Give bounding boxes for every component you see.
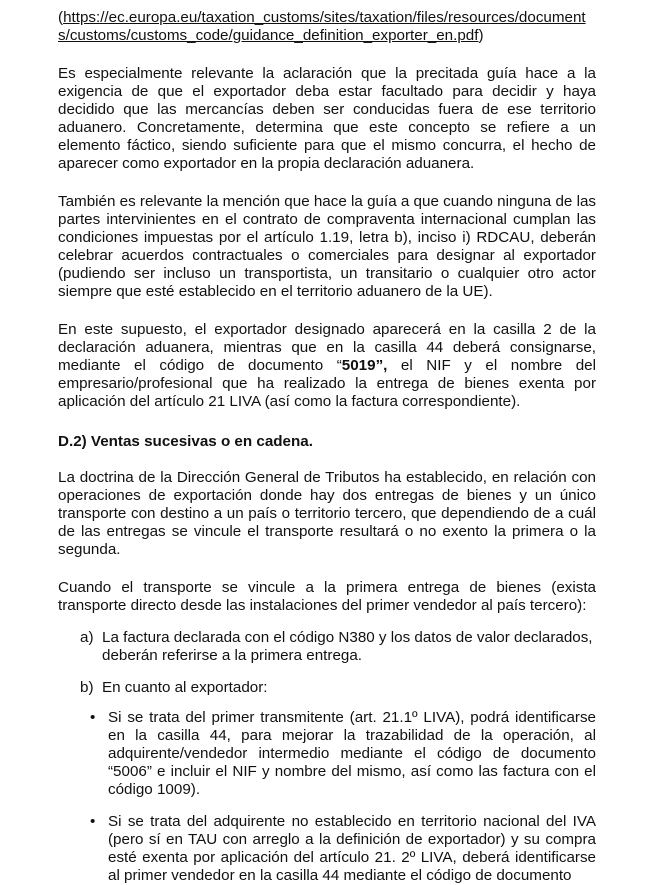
bullet-item	[58, 813, 596, 885]
bullet-item-text: Si se trata del primer transmitente (art. 21.1º LIVA), podrá identificarse en la casilla 44, para mejorar la trazabilidad de la operación, al adquirente/vendedor intermedio mediante el código de documento “5006” e incluir el NIF y nombre del mismo, así como las factura con el código 1009).	[108, 709, 596, 798]
list-item	[58, 679, 596, 697]
paragraph-designated-exporter	[58, 321, 596, 411]
list-item	[58, 629, 596, 665]
list-item-text: La factura declarada con el código N380 y los datos de valor declarados, deberán referirse a la primera entrega.	[102, 629, 593, 664]
source-link-paragraph	[58, 9, 596, 45]
paragraph-contractual-agreements: También es relevante la mención que hace la guía a que cuando ninguna de las partes intervinientes en el contrato de compraventa internacional cumplan las condiciones impuestas por el artículo 1.19, letra b), inciso i) RDCAU, deberán celebrar acuerdos contractuales o comerciales para designar al exportador (pudiendo ser incluso un transportista, un transitario o cualquier otro actor siempre que esté establecido en el territorio aduanero de la UE).	[58, 193, 596, 300]
link-open-paren: (	[58, 9, 64, 26]
bullet-item-text: Si se trata del adquirente no establecido en territorio nacional del IVA (pero sí en TAU con arreglo a la definición de exportador) y su compra esté exenta por aplicación del artículo 21. 2º LIVA, deberá identificarse al primer vendedor en la casilla 44 mediante el código de documento	[108, 813, 596, 884]
paragraph-first-delivery: Cuando el transporte se vincule a la primera entrega de bienes (exista transporte directo desde las instalaciones del primer vendedor al país tercero):	[58, 579, 596, 614]
lettered-list	[58, 629, 596, 697]
p3-text-after: el NIF y el nombre del empresario/profesional que ha realizado la entrega de bienes exenta por aplicación del artículo 21 LIVA (así como la factura correspondiente).	[58, 357, 597, 410]
section-heading-d2: D.2) Ventas sucesivas o en cadena.	[58, 433, 313, 450]
list-item-text: En cuanto al exportador:	[102, 679, 268, 696]
p3-text-before: En este supuesto, el exportador designado aparecerá en la casilla 2 de la declaración aduanera, mientras que en la casilla 44 deberá consignarse, mediante el código de documento “	[58, 321, 596, 374]
bullet-list	[58, 709, 596, 885]
bullet-marker: •	[90, 709, 96, 726]
document-code-5019: 5019”,	[341, 357, 388, 374]
list-marker: b)	[80, 679, 94, 696]
link-close-paren: )	[478, 27, 484, 44]
bullet-item	[58, 709, 596, 799]
guidance-url-link[interactable]: https://ec.europa.eu/taxation_customs/sites/taxation/files/resources/documents/customs/customs_code/guidance_definition_exporter_en.pdf	[58, 9, 586, 44]
paragraph-exporter-clarification: Es especialmente relevante la aclaración que la precitada guía hace a la exigencia de que el exportador deba estar facultado para decidir y haya decidido que las mercancías deben ser conducidas fuera de ese territorio aduanero. Concretamente, determina que este concepto se refiere a un elemento fáctico, siendo suficiente para que el mismo concurra, el hecho de aparecer como exportador en la propia declaración aduanera.	[58, 65, 596, 172]
bullet-marker: •	[90, 813, 96, 830]
list-marker: a)	[80, 629, 94, 646]
paragraph-dgt-doctrine: La doctrina de la Dirección General de Tributos ha establecido, en relación con operaciones de exportación donde hay dos entregas de bienes y un único transporte con destino a un país o territorio tercero, que dependiendo de a cuál de las entregas se vincule el transporte resultará o no exento la primera o la segunda.	[58, 469, 596, 558]
